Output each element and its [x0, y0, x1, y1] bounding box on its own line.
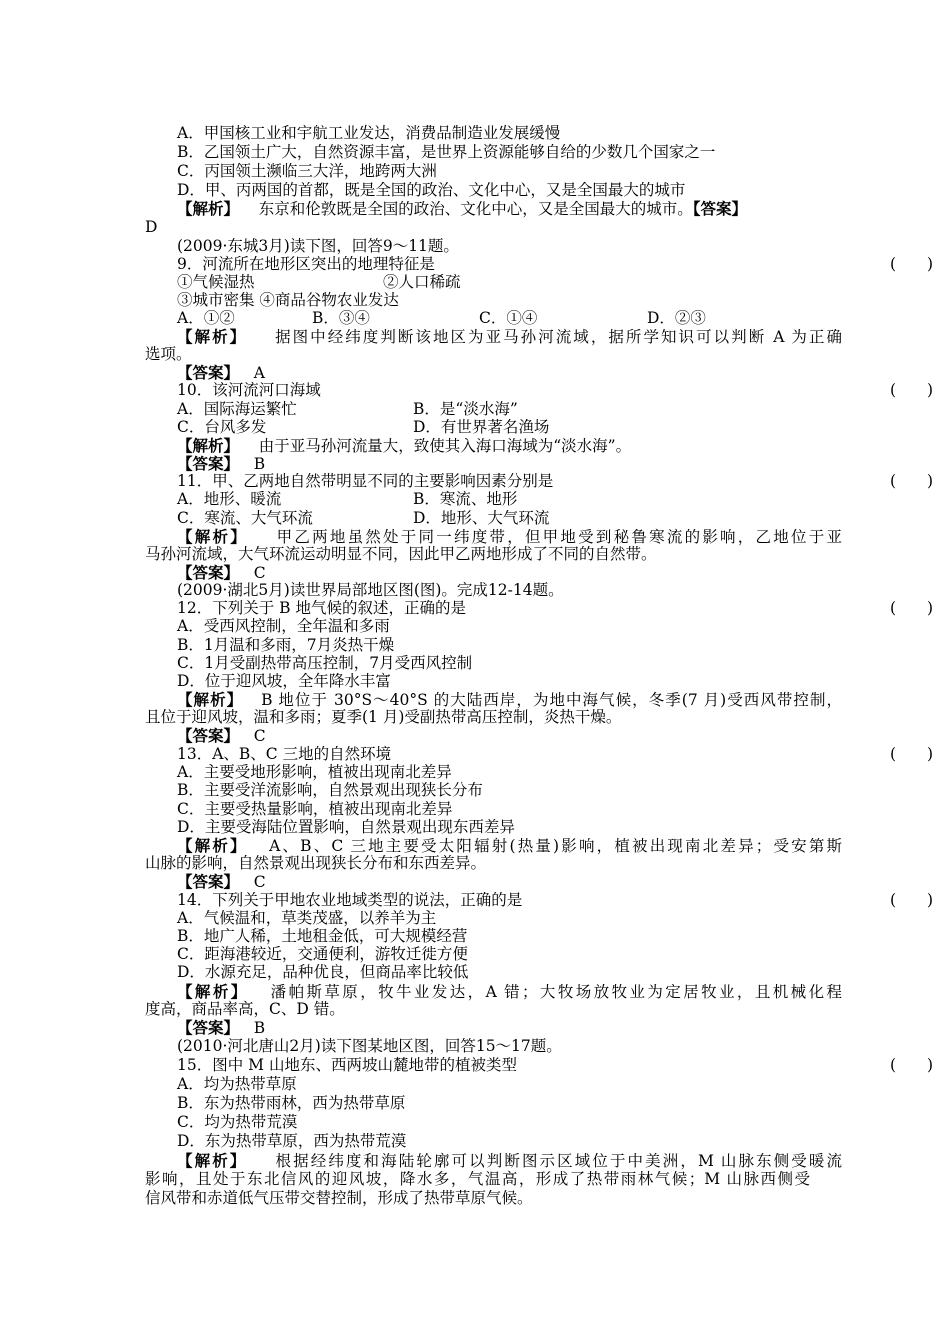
q12-option-a: A．受西风控制，全年温和多雨	[177, 617, 390, 635]
q11-option-b: B．寒流、地形	[413, 490, 518, 508]
analysis-tag: 【解析】	[177, 436, 240, 455]
question-stem: 15．图中 M 山地东、西两坡山麓地带的植被类型	[177, 1056, 517, 1074]
q10-option-c: C．台风多发	[177, 418, 267, 436]
analysis-text: 甲乙两地虽然处于同一纬度带，但甲地受到秘鲁寒流的影响，乙地位于亚	[276, 528, 842, 546]
q14-answer	[145, 1018, 842, 1037]
analysis-text: A、B、C 三地主要受太阳辐射(热量)影响，植被出现南北差异；受安第斯	[269, 837, 842, 855]
answer-value: B	[253, 455, 266, 473]
q9-item-2: ②人口稀疏	[383, 273, 461, 291]
answer-blank: ( )	[890, 891, 934, 909]
q8-option-a: A．甲国核工业和宇航工业发达，消费品制造业发展缓慢	[177, 124, 561, 142]
analysis-text: 由于亚马孙河流量大，致使其入海口海域为“淡水海”。	[258, 437, 632, 455]
q10-option-d: D．有世界著名渔场	[413, 418, 550, 436]
q8-option-c: C．丙国领土濒临三大洋，地跨两大洲	[177, 162, 437, 180]
q11-option-d: D．地形、大气环流	[413, 509, 550, 527]
analysis-tag: 【解析】	[177, 327, 248, 346]
answer-blank: ( )	[890, 745, 934, 763]
q13-option-a: A．主要受地形影响，植被出现南北差异	[177, 763, 452, 781]
q8-option-b: B．乙国领土广大，自然资源丰富，是世界上资源能够自给的少数几个国家之一	[177, 143, 716, 161]
q12-option-b: B．1月温和多雨，7月炎热干燥	[177, 636, 395, 654]
intro-15-17: (2010·河北唐山2月)读下图某地区图，回答15～17题。	[177, 1037, 562, 1055]
q14-analysis-line1	[145, 982, 842, 1001]
q12-answer	[145, 726, 842, 745]
q12-stem	[145, 599, 934, 618]
q13-analysis-line2: 山脉的影响，自然景观出现狭长分布和东西差异。	[145, 854, 487, 872]
question-stem: 10．该河流河口海域	[177, 381, 321, 399]
q9-option-d: D．②③	[647, 309, 706, 327]
answer-tag: 【答案】	[177, 726, 240, 745]
q12-option-c: C．1月受副热带高压控制，7月受西风控制	[177, 654, 473, 672]
answer-blank: ( )	[890, 255, 934, 273]
analysis-text: 根据经纬度和海陆轮廓可以判断图示区域位于中美洲，M 山脉东侧受暖流	[275, 1152, 842, 1170]
q13-analysis-line1	[145, 836, 842, 855]
answer-value: C	[253, 564, 266, 582]
answer-blank: ( )	[890, 599, 934, 617]
q11-analysis-line2: 马孙河流域，大气环流运动明显不同，因此甲乙两地形成了不同的自然带。	[145, 545, 657, 563]
question-stem: 14．下列关于甲地农业地域类型的说法，正确的是	[177, 891, 523, 909]
q10-option-b: B．是“淡水海”	[413, 400, 518, 418]
analysis-text: 潘帕斯草原，牧牛业发达，A 错；大牧场放牧业为定居牧业，且机械化程	[270, 983, 842, 1001]
q9-item-3: ③城市密集 ④商品谷物农业发达	[177, 291, 399, 309]
q12-option-d: D．位于迎风坡，全年降水丰富	[177, 672, 391, 690]
q10-stem	[145, 381, 934, 400]
answer-value: A	[253, 364, 265, 382]
q8-answer: D	[145, 218, 158, 236]
q10-analysis	[145, 436, 842, 455]
answer-tag: 【答案】	[177, 1018, 240, 1037]
analysis-tag: 【解析】	[177, 690, 244, 709]
analysis-tag: 【解析】	[177, 199, 240, 218]
q15-option-a: A．均为热带草原	[177, 1075, 297, 1093]
answer-value: C	[253, 727, 266, 745]
answer-blank: ( )	[890, 1056, 934, 1074]
q15-analysis-line2: 影响，且处于东北信风的迎风坡，降水多，气温高，形成了热带雨林气候；M 山脉西侧受	[145, 1170, 810, 1188]
q11-option-c: C．寒流、大气环流	[177, 509, 313, 527]
q11-options-row1	[145, 490, 842, 509]
analysis-tag: 【解析】	[177, 836, 248, 855]
q8-analysis	[145, 199, 842, 218]
q9-analysis-line1	[145, 327, 842, 346]
answer-blank: ( )	[890, 472, 934, 490]
q11-option-a: A．地形、暖流	[177, 490, 282, 508]
q9-analysis-line2: 选项。	[145, 345, 192, 363]
answer-tag: 【答案】	[177, 454, 240, 473]
q14-option-d: D．水源充足，品种优良，但商品率比较低	[177, 963, 469, 981]
q13-option-d: D．主要受海陆位置影响，自然景观出现东西差异	[177, 818, 515, 836]
question-stem: 12．下列关于 B 地气候的叙述，正确的是	[177, 599, 466, 617]
answer-tag: 【答案】	[177, 363, 240, 382]
q15-option-d: D．东为热带草原，西为热带荒漠	[177, 1132, 407, 1150]
q9-options-row	[145, 309, 842, 328]
q9-answer	[145, 363, 842, 382]
q11-analysis-line1	[145, 527, 842, 546]
q15-analysis-line3: 信风带和赤道低气压带交替控制，形成了热带草原气候。	[145, 1189, 533, 1207]
q9-stem	[145, 255, 934, 274]
answer-value: B	[253, 1019, 266, 1037]
q10-options-row2	[145, 418, 842, 437]
analysis-tag: 【解析】	[177, 527, 248, 546]
q10-answer	[145, 454, 842, 473]
answer-tag: 【答案】	[177, 872, 240, 891]
answer-value: C	[253, 873, 266, 891]
question-stem: 13．A、B、C 三地的自然环境	[177, 745, 392, 763]
question-stem: 11．甲、乙两地自然带明显不同的主要影响因素分别是	[177, 472, 554, 490]
answer-tag: 【答案】	[692, 199, 748, 218]
q15-analysis-line1	[145, 1151, 842, 1170]
q9-items-row	[145, 273, 842, 292]
q11-options-row2	[145, 509, 842, 528]
q10-options-row1	[145, 400, 842, 419]
q10-option-a: A．国际海运繁忙	[177, 400, 297, 418]
q14-analysis-line2: 度高，商品率高，C、D 错。	[145, 1000, 345, 1018]
q8-option-d: D．甲、丙两国的首都，既是全国的政治、文化中心，又是全国最大的城市	[177, 181, 686, 199]
q11-answer	[145, 563, 842, 582]
analysis-text: 据图中经纬度判断该地区为亚马孙河流域，据所学知识可以判断 A 为正确	[275, 328, 842, 346]
q12-analysis-line2: 且位于迎风坡，温和多雨；夏季(1 月)受副热带高压控制，炎热干燥。	[145, 708, 622, 726]
q14-option-b: B．地广人稀，土地租金低，可大规模经营	[177, 927, 468, 945]
q15-stem	[145, 1056, 934, 1075]
answer-tag: 【答案】	[177, 563, 240, 582]
q14-stem	[145, 891, 934, 910]
q14-option-c: C．距海港较近，交通便利，游牧迁徙方便	[177, 945, 468, 963]
analysis-tag: 【解析】	[177, 1151, 248, 1170]
q14-option-a: A．气候温和，草类茂盛，以养羊为主	[177, 909, 437, 927]
q9-option-b: B．③④	[312, 309, 370, 327]
q15-option-b: B．东为热带雨林，西为热带草原	[177, 1094, 406, 1112]
analysis-tag: 【解析】	[177, 982, 249, 1001]
q13-stem	[145, 745, 934, 764]
analysis-text: B 地位于 30°S～40°S 的大陆西岸，为地中海气候，冬季(7 月)受西风带控制，	[261, 691, 842, 709]
q13-answer	[145, 872, 842, 891]
q9-option-c: C．①④	[479, 309, 538, 327]
q9-item-1: ①气候湿热	[177, 273, 255, 291]
q13-option-c: C．主要受热量影响，植被出现南北差异	[177, 800, 453, 818]
q13-option-b: B．主要受洋流影响，自然景观出现狭长分布	[177, 781, 483, 799]
intro-9-11: (2009·东城3月)读下图，回答9～11题。	[177, 237, 459, 255]
analysis-text: 东京和伦敦既是全国的政治、文化中心，又是全国最大的城市。	[258, 200, 693, 218]
q12-analysis-line1	[145, 690, 842, 709]
q9-option-a: A．①②	[177, 309, 235, 327]
q15-option-c: C．均为热带荒漠	[177, 1113, 298, 1131]
question-stem: 9．河流所在地形区突出的地理特征是	[177, 255, 435, 273]
q11-stem	[145, 472, 934, 491]
intro-12-14: (2009·湖北5月)读世界局部地区图(图)。完成12-14题。	[177, 581, 564, 599]
answer-blank: ( )	[890, 381, 934, 399]
